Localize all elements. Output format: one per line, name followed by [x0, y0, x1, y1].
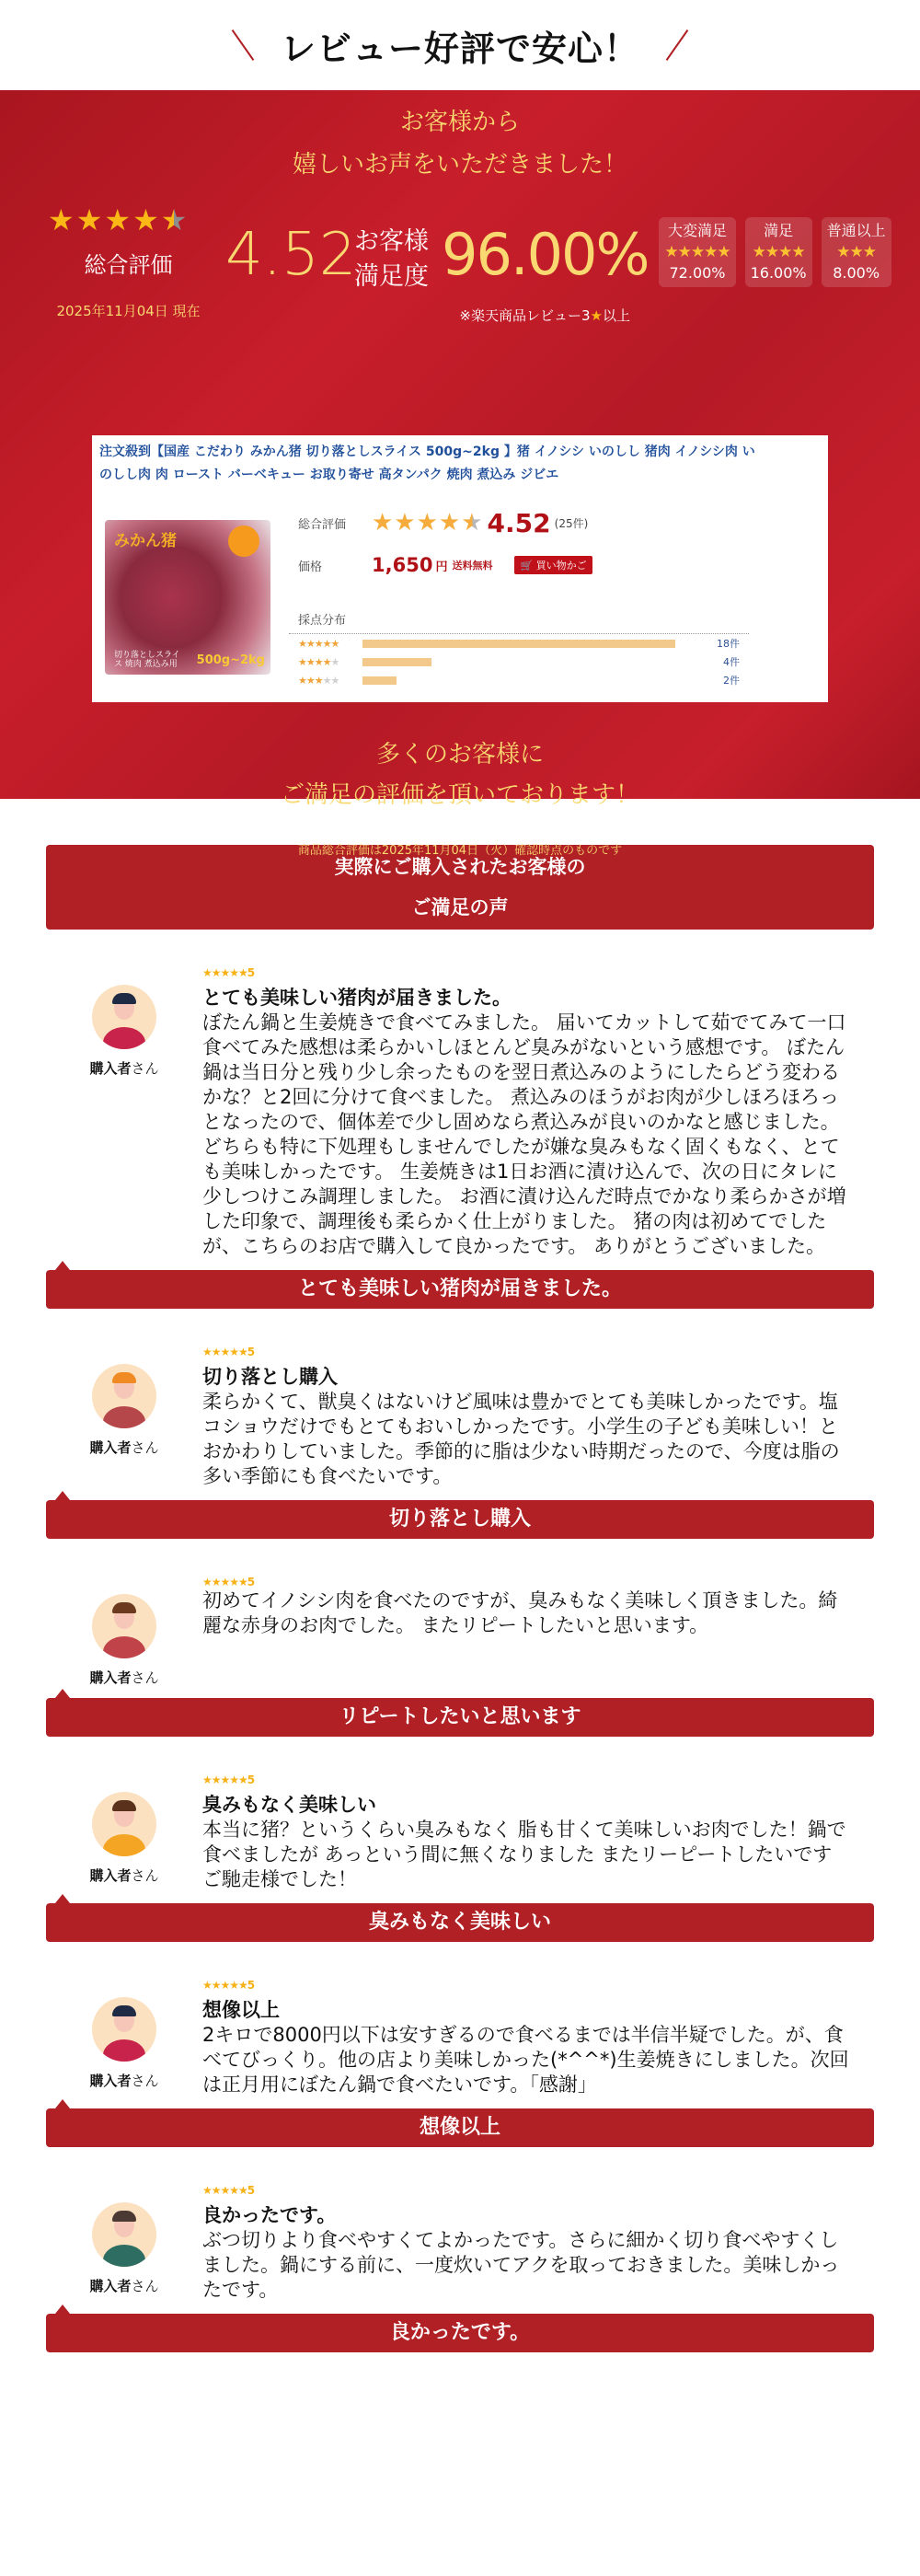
product-title-link[interactable]: 注文殺到【国産 こだわり みかん猪 切り落としスライス 500g~2kg 】猪 イノシシ いのしし 猪肉 イノシシ肉 い のしし肉 肉 ロースト バーベキュー お取り寄せ 高タンパク 焼肉 煮込み ジビエ	[99, 445, 755, 482]
review-stars: ★★★★★5	[202, 1773, 255, 1786]
star-icon: ★	[590, 307, 603, 324]
star-rating-icon: ★ ★ ★ ★ ★	[48, 202, 188, 237]
free-shipping-badge: 送料無料	[452, 560, 493, 572]
hero-footer-message: 多くのお客様に ご満足の評価を頂いております！	[280, 741, 639, 809]
product-rating: 総合評価 ★★★★★ 4.52 (25件)	[298, 507, 589, 538]
stars-icon: ★★★★★	[298, 674, 339, 687]
review-title: 良かったです。	[202, 2204, 337, 2226]
review-stars: ★★★★★5	[202, 1979, 255, 1992]
review-summary-bar: 想像以上	[46, 2108, 874, 2147]
review-item	[46, 966, 874, 1309]
buyer-name: 購入者さん	[89, 1867, 159, 1884]
rating-stats	[0, 204, 920, 324]
page-title: レビュー好評で安心！	[280, 28, 639, 69]
review-item	[46, 2184, 874, 2352]
distribution-row-5[interactable]: ★★★★★ 18件	[298, 637, 740, 650]
overall-rating: ★ ★ ★ ★ ★ 総合評価 2025年11月04日 現在	[48, 204, 209, 320]
stars-icon: ★★★★	[752, 243, 805, 261]
stars-icon: ★★★★★	[298, 637, 339, 650]
buyer-name: 購入者さん	[89, 2073, 159, 2089]
distribution-row-3[interactable]: ★★★★★ 2件	[298, 674, 740, 687]
review-text: 初めてイノシシ肉を食べたのですが、臭みもなく美味しく頂きました。綺麗な赤身のお肉でした。 またリピートしたいと思います。	[202, 1589, 838, 1636]
product-price: 価格 1,650 円 送料無料 🛒 買い物かご	[298, 544, 821, 586]
review-title: とても美味しい猪肉が届きました。	[202, 987, 512, 1009]
avatar	[92, 1792, 156, 1856]
stars-icon: ★★★★★	[664, 243, 730, 261]
avatar	[92, 2202, 156, 2267]
review-stars: ★★★★★5	[202, 1576, 255, 1588]
buyer-name: 購入者さん	[89, 1060, 159, 1077]
voices-banner: 実際にご購入されたお客様の ご満足の声	[46, 845, 874, 930]
review-text: ぼたん鍋と生姜焼きで食べてみました。 届いてカットして茹でてみて一口食べてみた感想は柔らかいしほとんど臭みがないという感想です。 ぼたん鍋は当日分と残り少し余ったものを翌日煮込みのようにしたらどう変わるかな？と2回に分けて食べました。 煮込みのほうがお肉が少しほろほろっとなったので、個体差で少し固めなら煮込みが良いのかなと感じました。 どちらも特に下処理もしませんでしたが嫌な臭みもなく固くもなく、とても美味しかったです。 生姜焼きは1日お酒に漬け込んで、次の日にタレに少しつけこみ調理しました。 お酒に漬け込んだ時点でかなり柔らかさが増した印象で、調理後も柔らかく仕上がりました。 猪の肉は初めてでしたが、こちらのお店で購入して良かったです。 ありがとうございました。	[202, 1011, 846, 1257]
review-item	[46, 1576, 874, 1737]
buyer-name: 購入者さん	[89, 1669, 159, 1686]
add-to-cart-button[interactable]: 🛒 買い物かご	[514, 556, 592, 574]
buyer-name: 購入者さん	[89, 2278, 159, 2294]
review-stars: ★★★★★5	[202, 2184, 255, 2197]
slash-decoration-icon	[232, 29, 255, 61]
satisfaction-note: ※楽天商品レビュー3★以上	[459, 307, 630, 324]
star-rating-icon: ★★★★★	[372, 509, 484, 537]
avatar	[92, 1364, 156, 1428]
breakdown-normal-or-above: 普通以上 ★★★ 8.00%	[822, 217, 891, 287]
review-count-link[interactable]: (25件)	[554, 516, 589, 530]
review-stars: ★★★★★5	[202, 1346, 255, 1358]
avatar	[92, 1594, 156, 1658]
stars-icon: ★★★	[836, 243, 876, 261]
cart-icon: 🛒	[520, 560, 534, 572]
review-title: 臭みもなく美味しい	[202, 1794, 376, 1816]
distribution-row-4[interactable]: ★★★★★ 4件	[298, 655, 740, 668]
review-summary-bar: 良かったです。	[46, 2314, 874, 2352]
breakdown-very-satisfied: 大変満足 ★★★★★ 72.00%	[659, 217, 735, 287]
stars-icon: ★★★★★	[298, 655, 339, 668]
avatar	[92, 1997, 156, 2062]
review-text: 2キロで8000円以下は安すぎるので食べるまでは半信半疑でした。が、食べてびっくり。他の店より美味しかった(*^^*)生姜焼きにしました。次回は正月用にぼたん鍋で食べたいです。「感謝」	[202, 2024, 849, 2096]
review-item	[46, 1979, 874, 2147]
breakdown-satisfied: 満足 ★★★★ 16.00%	[745, 217, 812, 287]
review-text: 本当に猪？というくらい臭みもなく 脂も甘くて美味しいお肉でした！鍋で食べましたが あっという間に無くなりました またリーピートしたいです ご馳走様でした！	[202, 1819, 846, 1890]
review-summary-bar: リピートしたいと思います	[46, 1698, 874, 1737]
rating-breakdown	[659, 217, 891, 287]
review-stars: ★★★★★5	[202, 966, 255, 979]
review-summary-bar: とても美味しい猪肉が届きました。	[46, 1270, 874, 1309]
satisfaction-label: お客様 満足度	[354, 227, 429, 291]
overall-score: 4.52	[225, 221, 357, 289]
review-summary-bar: 臭みもなく美味しい	[46, 1903, 874, 1942]
slash-decoration-icon	[666, 29, 689, 61]
review-item	[46, 1773, 874, 1942]
page-header	[0, 0, 920, 90]
distribution-heading: 採点分布	[289, 610, 749, 634]
review-summary-bar: 切り落とし購入	[46, 1500, 874, 1539]
customer-voices	[0, 799, 920, 2389]
avatar	[92, 985, 156, 1049]
review-summary-hero	[0, 90, 920, 858]
buyer-name: 購入者さん	[89, 1439, 159, 1456]
review-title: 切り落とし購入	[202, 1366, 338, 1388]
review-text: 柔らかくて、獣臭くはないけど風味は豊かでとても美味しかったです。塩コショウだけでもとてもおいしかったです。小学生の子ども美味しい！とおかわりしていました。季節的に脂は少ない時期だったので、今度は脂の多い季節にも食べたいです。	[202, 1391, 840, 1487]
review-item	[46, 1346, 874, 1539]
satisfaction-percent: 96.00%	[442, 221, 649, 288]
product-image[interactable]: みかん猪 切り落としスライス 焼肉 煮込み用 500g~2kg	[105, 520, 270, 675]
product-card	[92, 435, 828, 702]
mandarin-orange-icon	[228, 526, 259, 557]
review-title: 想像以上	[202, 1999, 280, 2021]
hero-headline: お客様から 嬉しいお声をいただきました！	[292, 109, 627, 179]
rating-date-note: 商品総合評価は2025年11月04日（火）確認時点のものです	[297, 844, 623, 858]
review-text: ぶつ切りより食べやすくてよかったです。さらに細かく切り食べやすくしました。鍋にする前に、一度炊いてアクを取っておきました。美味しかったです。	[202, 2229, 840, 2301]
